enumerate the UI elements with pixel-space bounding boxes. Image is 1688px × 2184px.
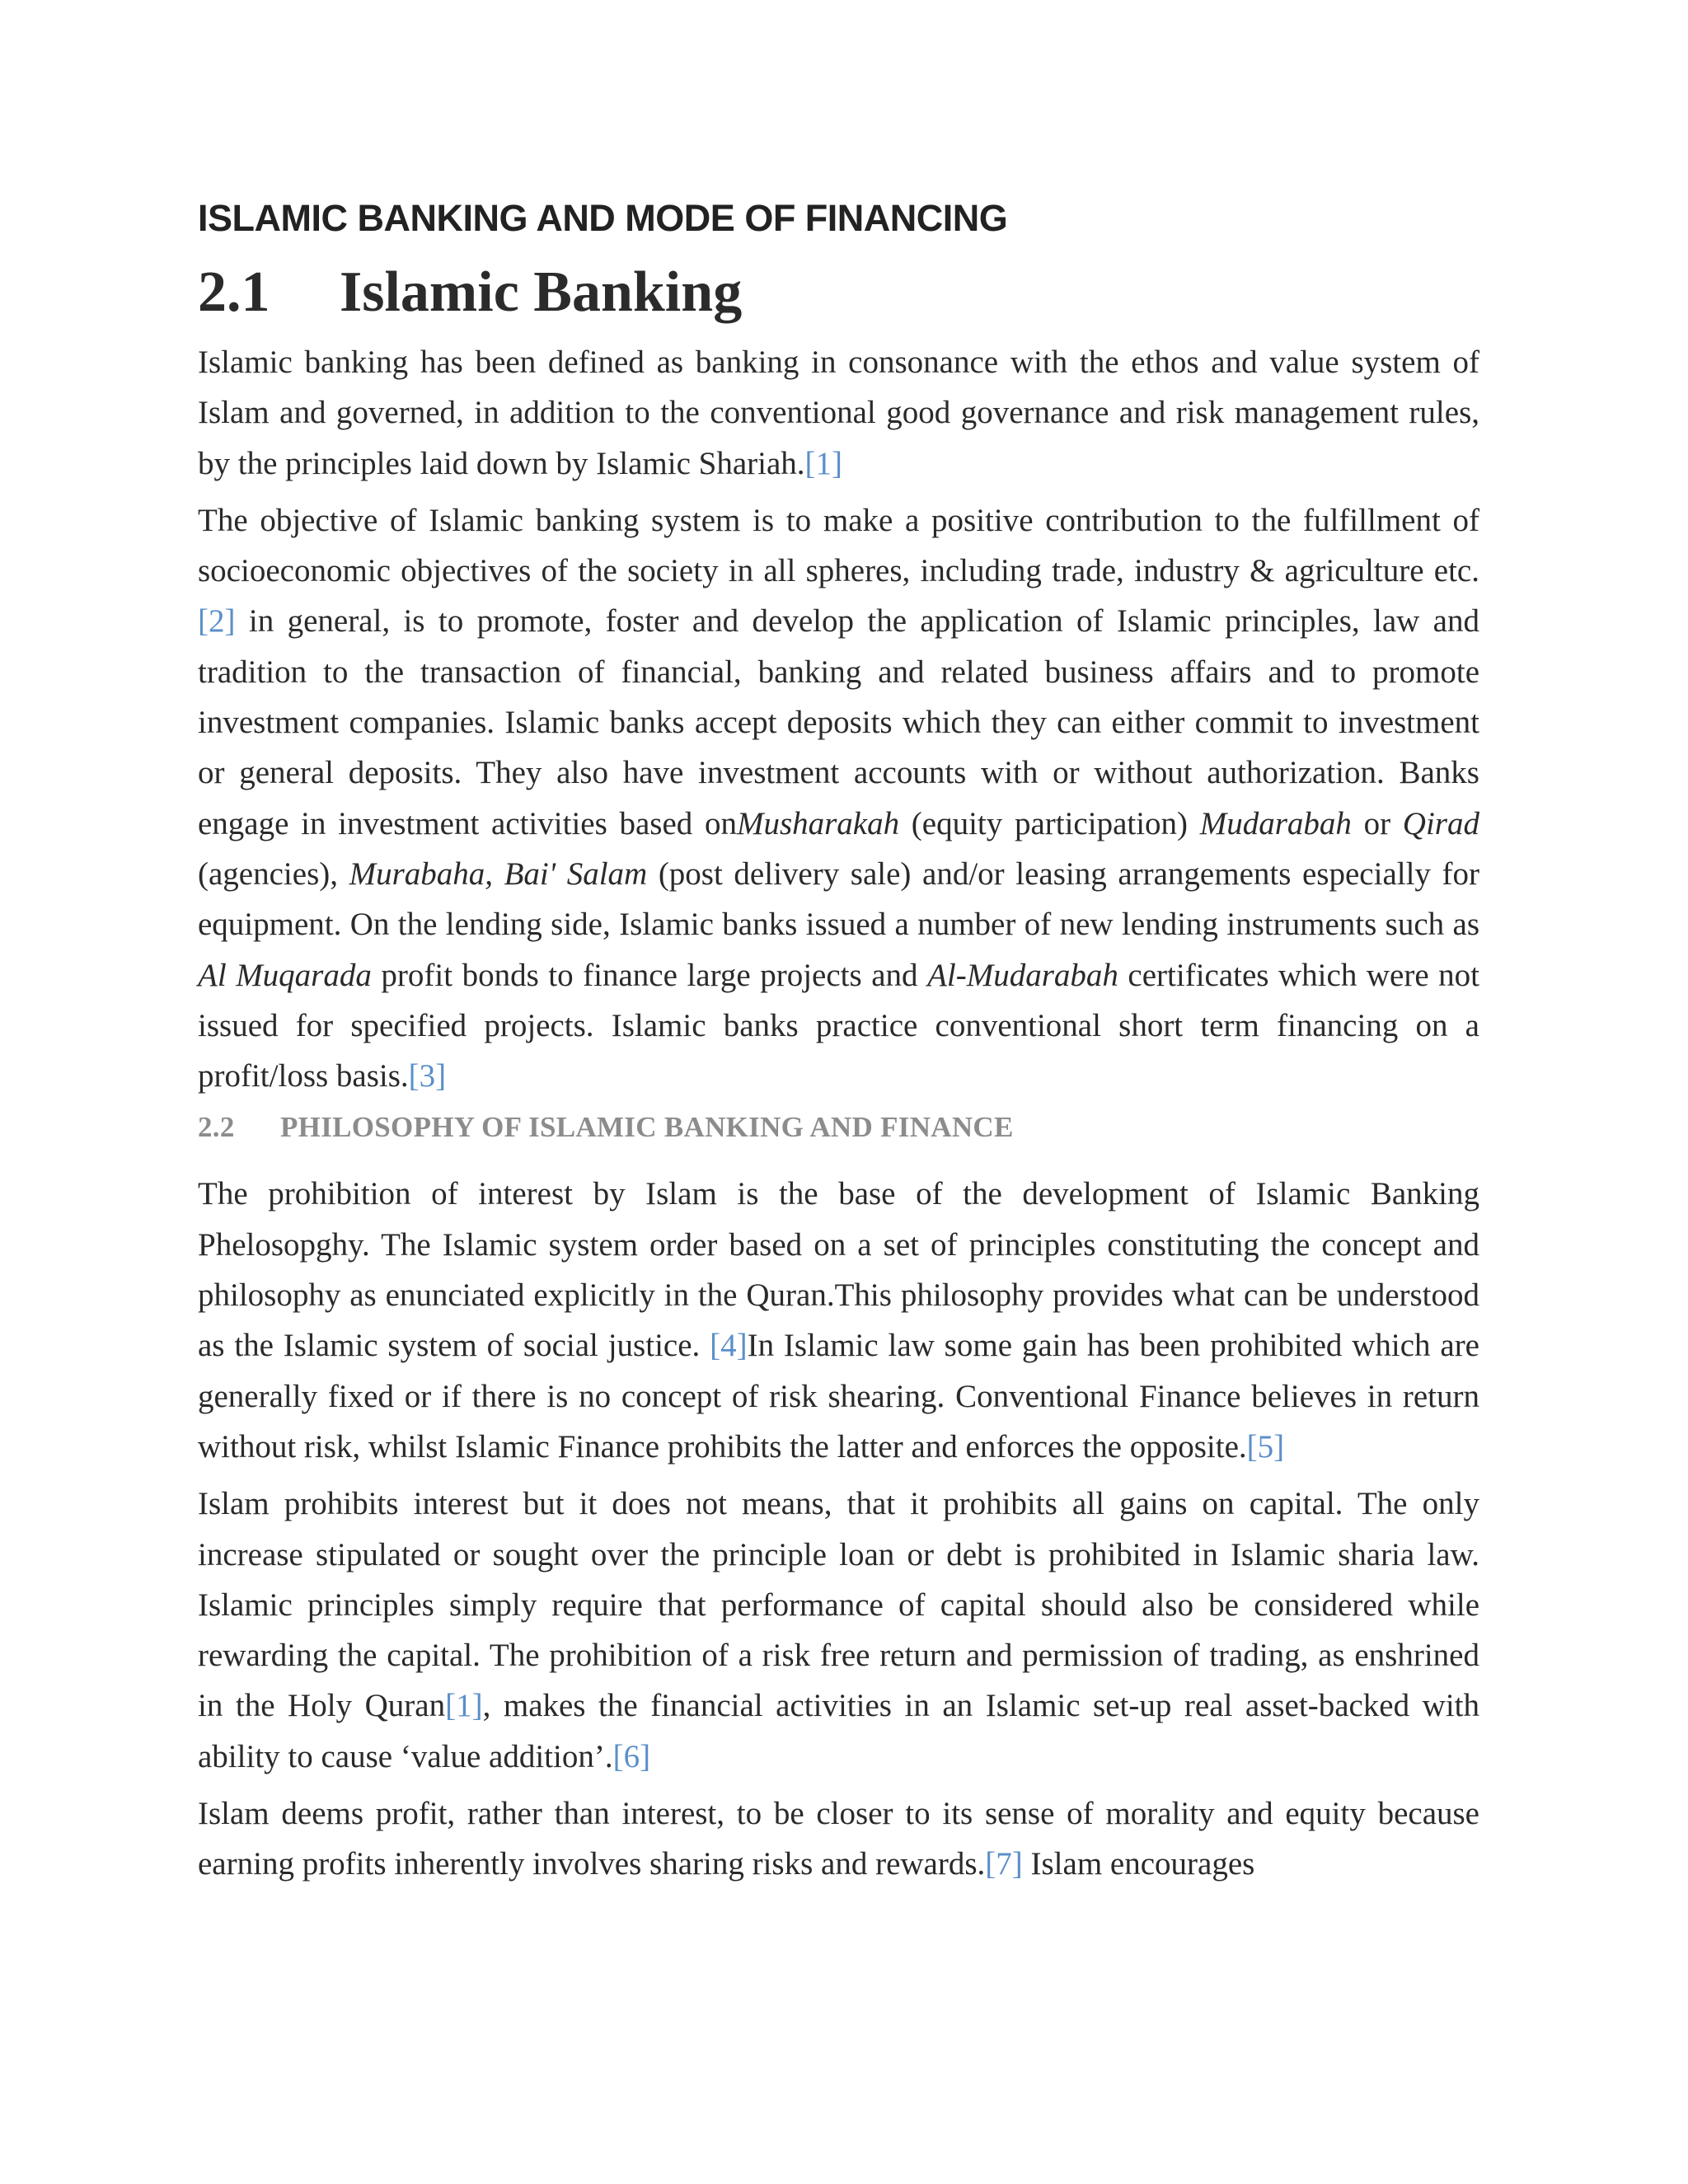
term-mudarabah: Mudarabah — [1199, 805, 1352, 841]
reference-link-1[interactable]: [1] — [804, 445, 842, 481]
section-number: 2.2 — [198, 1111, 235, 1144]
paragraph-text: in general, is to promote, foster and develop the application of Islamic principles, law and tradition to the transaction of financial, banking and related business affairs and to promote investment companies. Islamic banks accept deposits which they can either commit to investment or general deposits. They also have investment accounts with or without authorization. Banks engage in investment activities based on — [198, 603, 1479, 841]
section-heading-islamic-banking — [198, 260, 1479, 326]
paragraph-definition — [198, 337, 1479, 489]
paragraph-text: The objective of Islamic banking system is to make a positive contribution to the fulfillment of socioeconomic objectives of the society in all spheres, including trade, industry & agriculture etc. — [198, 502, 1479, 589]
reference-link-1-repeat[interactable]: [1] — [445, 1688, 483, 1724]
paragraph-text: In Islamic law some gain has been prohibited which are generally fixed or if there is no concept of risk shearing. Conventional Finance believes in return without risk, whilst Islamic Finance prohibits the latter and enforces the opposite. — [198, 1328, 1479, 1465]
section-number: 2.1 — [198, 260, 270, 324]
paragraph-text: Islam deems profit, rather than interest, to be closer to its sense of morality and equity because earning profits inherently involves sharing risks and rewards. — [198, 1796, 1479, 1882]
document-page — [198, 194, 1479, 1896]
paragraph-text: (agencies), — [198, 855, 349, 892]
paragraph-text: Islam prohibits interest but it does not means, that it prohibits all gains on capital. The only increase stipulated or sought over the principle loan or debt is prohibited in Islamic sharia law. Islamic principles simply require that performance of capital should also be considered while rewarding the capital. The prohibition of a risk free return and permission of trading, as enshrined in the Holy Quran — [198, 1486, 1479, 1724]
paragraph-text: or — [1351, 805, 1403, 841]
paragraph-text: The prohibition of interest by Islam is the base of the development of Islamic Banking Phelosopghy. The Islamic system order based on a set of principles constituting the concept and philosophy as enunciated explicitly in the Quran.This philosophy provides what can be understood as the Islamic system of social justice. — [198, 1176, 1479, 1364]
paragraph-text: (post delivery sale) and/or leasing arrangements especially for equipment. On the lending side, Islamic banks issued a number of new lending instruments such as — [198, 855, 1479, 943]
section-title: Islamic Banking — [340, 260, 743, 324]
paragraph-text: Islamic banking has been defined as banking in consonance with the ethos and value system of Islam and governed, in addition to the conventional good governance and risk management rules, by the principles laid down by Islamic Shariah. — [198, 344, 1479, 481]
paragraph-text: certificates which were not issued for specified projects. Islamic banks practice conventional short term financing on a profit/loss basis. — [198, 957, 1479, 1094]
paragraph-profit-morality — [198, 1788, 1479, 1890]
section-heading-philosophy — [198, 1108, 1479, 1147]
section-title: PHILOSOPHY OF ISLAMIC BANKING AND FINANCE — [280, 1111, 1014, 1144]
paragraph-text: (equity participation) — [899, 805, 1200, 841]
reference-link-6[interactable]: [6] — [612, 1738, 651, 1774]
term-al-mudarabah: Al-Mudarabah — [927, 957, 1118, 993]
paragraph-text: , makes the financial activities in an Islamic set-up real asset-backed with ability to cause ‘value addition’. — [198, 1688, 1479, 1774]
term-al-muqarada: Al Muqarada — [198, 957, 372, 993]
document-title: ISLAMIC BANKING AND MODE OF FINANCING — [198, 197, 1008, 239]
reference-link-5[interactable]: [5] — [1246, 1428, 1285, 1465]
term-murabaha-bai-salam: Murabaha, Bai' Salam — [349, 855, 648, 892]
reference-link-3[interactable]: [3] — [408, 1058, 447, 1094]
reference-link-2[interactable]: [2] — [198, 603, 236, 640]
reference-link-4[interactable]: [4] — [710, 1328, 748, 1364]
paragraph-text: profit bonds to finance large projects and — [371, 957, 928, 993]
paragraph-gains-on-capital — [198, 1479, 1479, 1782]
paragraph-text: Islam encourages — [1022, 1846, 1255, 1882]
paragraph-prohibition-of-interest — [198, 1169, 1479, 1472]
term-musharakah: Musharakah — [736, 805, 900, 841]
reference-link-7[interactable]: [7] — [985, 1846, 1023, 1882]
paragraph-objective — [198, 495, 1479, 1102]
term-qirad: Qirad — [1402, 805, 1479, 841]
